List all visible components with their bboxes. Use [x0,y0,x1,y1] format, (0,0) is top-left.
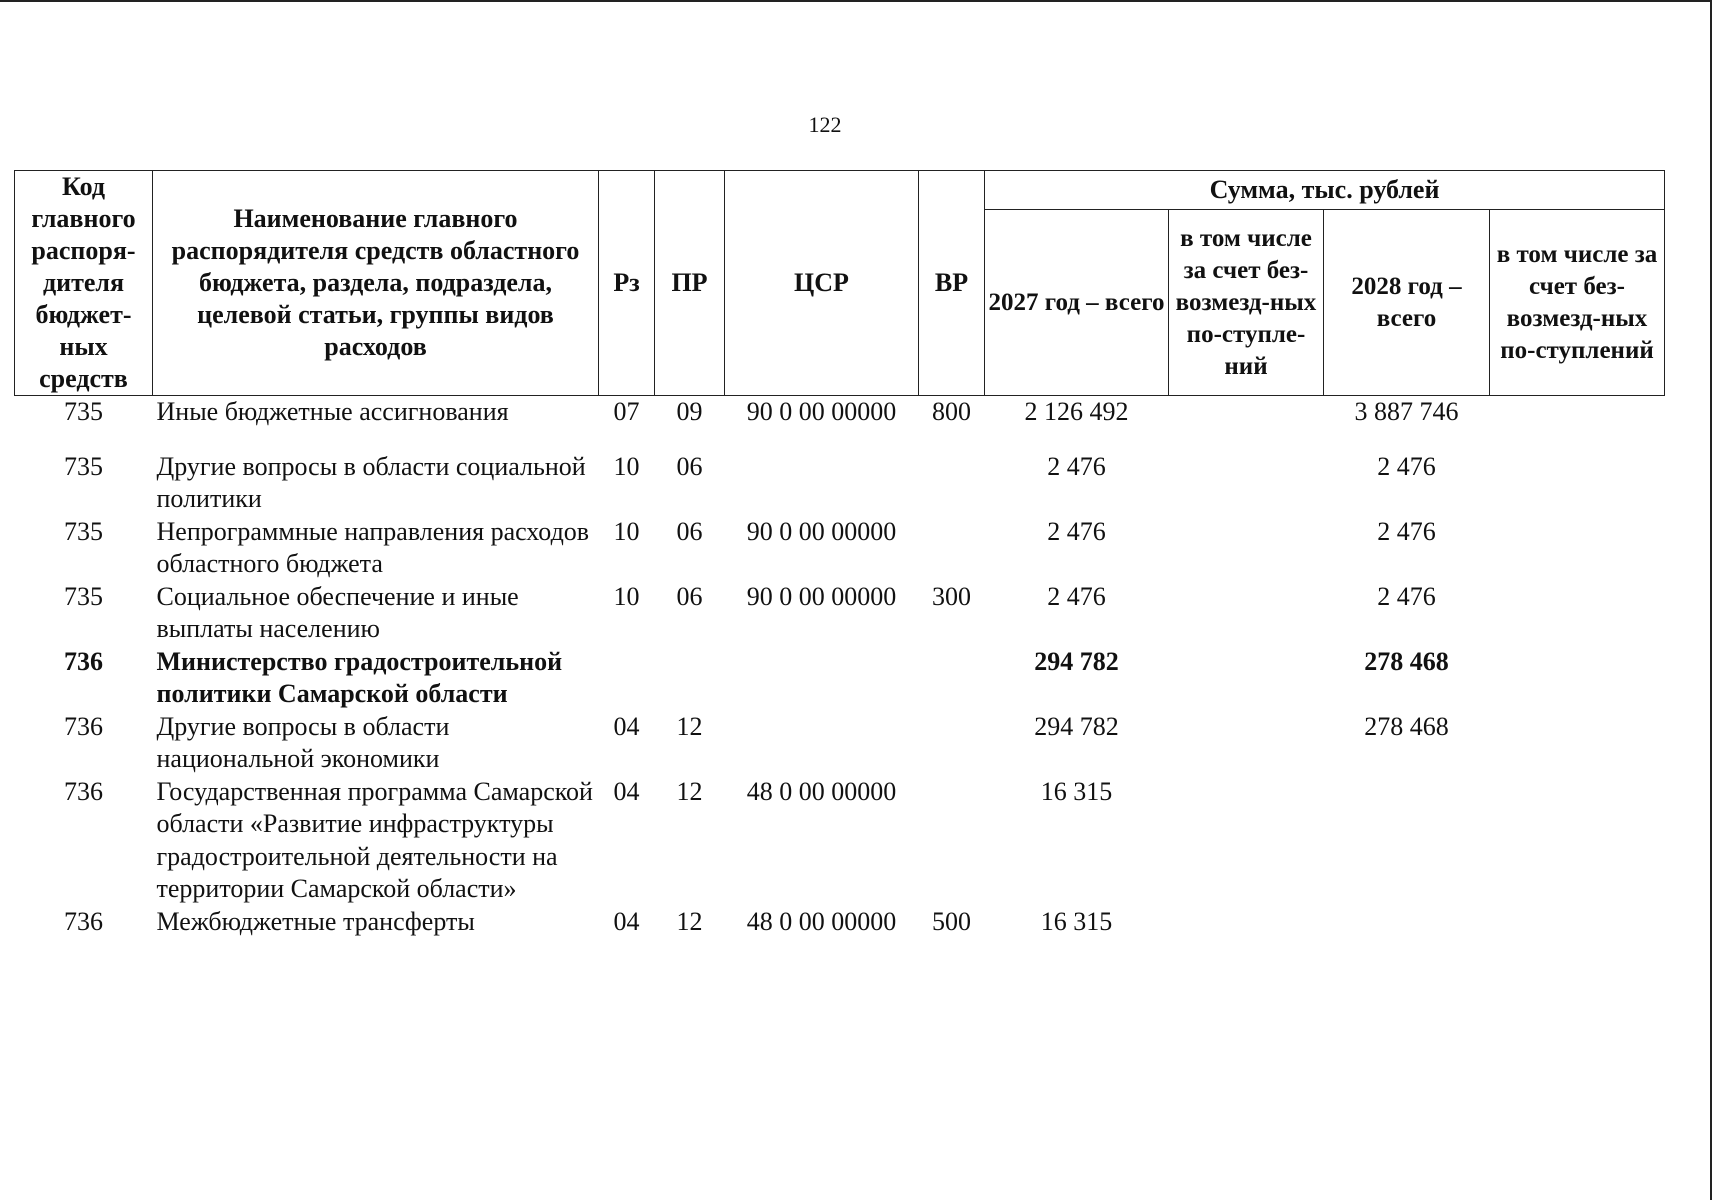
cell-vr [919,711,985,776]
header-csr: ЦСР [725,171,919,396]
cell-2028-free [1490,516,1665,581]
cell-vr: 300 [932,581,971,611]
cell-name: Иные бюджетные ассигнования [156,397,509,426]
header-vr: ВР [919,171,985,396]
cell-2028-total: 2 476 [1377,581,1436,611]
table-header [15,171,1665,396]
cell-2028-total: 2 476 [1377,516,1436,546]
cell-2027-total: 2 476 [1047,451,1106,481]
cell-pr: 06 [676,451,703,481]
cell-2027-total: 294 782 [1034,711,1119,741]
cell-rz: 07 [613,397,640,426]
cell-2027-free [1169,451,1324,516]
cell-code: 735 [64,581,103,611]
cell-pr: 12 [676,711,703,741]
cell-rz: 10 [613,581,640,611]
cell-name: Другие вопросы в области социальной политики [156,451,586,513]
page-number: 122 [808,112,842,137]
cell-vr: 500 [932,906,971,936]
cell-name: Социальное обеспечение и иные выплаты населению [156,581,519,643]
table-row [15,646,1665,711]
cell-2028-free [1490,646,1665,711]
budget-table [14,170,1665,938]
table-row [15,581,1665,646]
header-2028-total: 2028 год – всего [1324,210,1490,396]
cell-vr: 800 [932,397,971,426]
cell-csr: 48 0 00 00000 [746,776,897,806]
cell-name: Другие вопросы в области национальной экономики [156,711,450,773]
cell-2028-total: 2 476 [1377,451,1436,481]
cell-2028-total: 278 468 [1364,711,1449,741]
cell-code: 736 [64,906,103,936]
cell-vr [919,776,985,906]
cell-2027-total: 294 782 [1034,646,1119,676]
cell-2028-total: 3 887 746 [1354,397,1459,426]
header-rz: Рз [599,171,655,396]
cell-name: Министерство градостроительной политики Самарской области [156,646,563,708]
table-row [15,776,1665,906]
cell-csr [725,646,919,711]
cell-2027-free [1169,711,1324,776]
header-2027-total: 2027 год – всего [985,210,1169,396]
cell-2028-total: 278 468 [1364,646,1449,676]
cell-name: Государственная программа Самарской области «Развитие инфраструктуры градостроительной деятельности на территории Самарской области» [156,776,593,903]
header-pr: ПР [655,171,725,396]
cell-2028-free [1490,906,1665,939]
cell-2027-total: 2 476 [1047,581,1106,611]
cell-pr: 12 [676,776,703,806]
cell-2028-free [1490,776,1665,906]
cell-csr [725,451,919,516]
header-sum: Сумма, тыс. рублей [985,171,1665,210]
cell-rz: 04 [613,906,640,936]
cell-2027-free [1169,581,1324,646]
cell-rz: 10 [613,516,640,546]
cell-2028-total [1324,906,1490,939]
cell-2027-free [1169,516,1324,581]
cell-rz: 10 [613,451,640,481]
cell-2027-free [1169,646,1324,711]
cell-pr [655,646,725,711]
cell-code: 735 [64,397,103,426]
cell-csr: 48 0 00 00000 [746,906,897,936]
header-code: Код главного распоря-дителя бюджет-ных средств [15,171,153,396]
table-row [15,516,1665,581]
cell-csr: 90 0 00 00000 [746,397,897,426]
cell-2027-total: 16 315 [1040,776,1113,806]
cell-pr: 12 [676,906,703,936]
cell-2027-free [1169,396,1324,451]
header-2027-free: в том числе за счет без-возмезд-ных по-ступле-ний [1169,210,1324,396]
table-row [15,711,1665,776]
cell-code: 736 [64,711,103,741]
cell-code: 736 [64,646,103,676]
cell-csr: 90 0 00 00000 [746,516,897,546]
table-body [15,396,1665,939]
cell-rz: 04 [613,711,640,741]
cell-2027-total: 16 315 [1040,906,1113,936]
cell-code: 735 [64,516,103,546]
cell-2028-free [1490,396,1665,451]
table-row [15,396,1665,451]
cell-vr [919,516,985,581]
header-2028-free: в том числе за счет без-возмезд-ных по-ступлений [1490,210,1665,396]
cell-2027-total: 2 126 492 [1024,397,1129,426]
cell-code: 736 [64,776,103,806]
cell-csr [725,711,919,776]
header-name: Наименование главного распорядителя средств областного бюджета, раздела, подраздела, целевой статьи, группы видов расходов [153,171,599,396]
cell-2027-total: 2 476 [1047,516,1106,546]
cell-pr: 06 [676,581,703,611]
cell-vr [919,646,985,711]
top-border-line [0,0,1712,2]
cell-2028-free [1490,581,1665,646]
cell-rz: 04 [613,776,640,806]
cell-pr: 06 [676,516,703,546]
cell-code: 735 [64,451,103,481]
cell-2027-free [1169,906,1324,939]
cell-pr: 09 [676,397,703,426]
cell-2028-free [1490,451,1665,516]
cell-name: Непрограммные направления расходов областного бюджета [156,516,590,578]
cell-rz [599,646,655,711]
cell-csr: 90 0 00 00000 [746,581,897,611]
table-row [15,906,1665,939]
cell-vr [919,451,985,516]
cell-2027-free [1169,776,1324,906]
cell-2028-total [1324,776,1490,906]
cell-2028-free [1490,711,1665,776]
cell-name: Межбюджетные трансферты [156,906,475,936]
table-row [15,451,1665,516]
